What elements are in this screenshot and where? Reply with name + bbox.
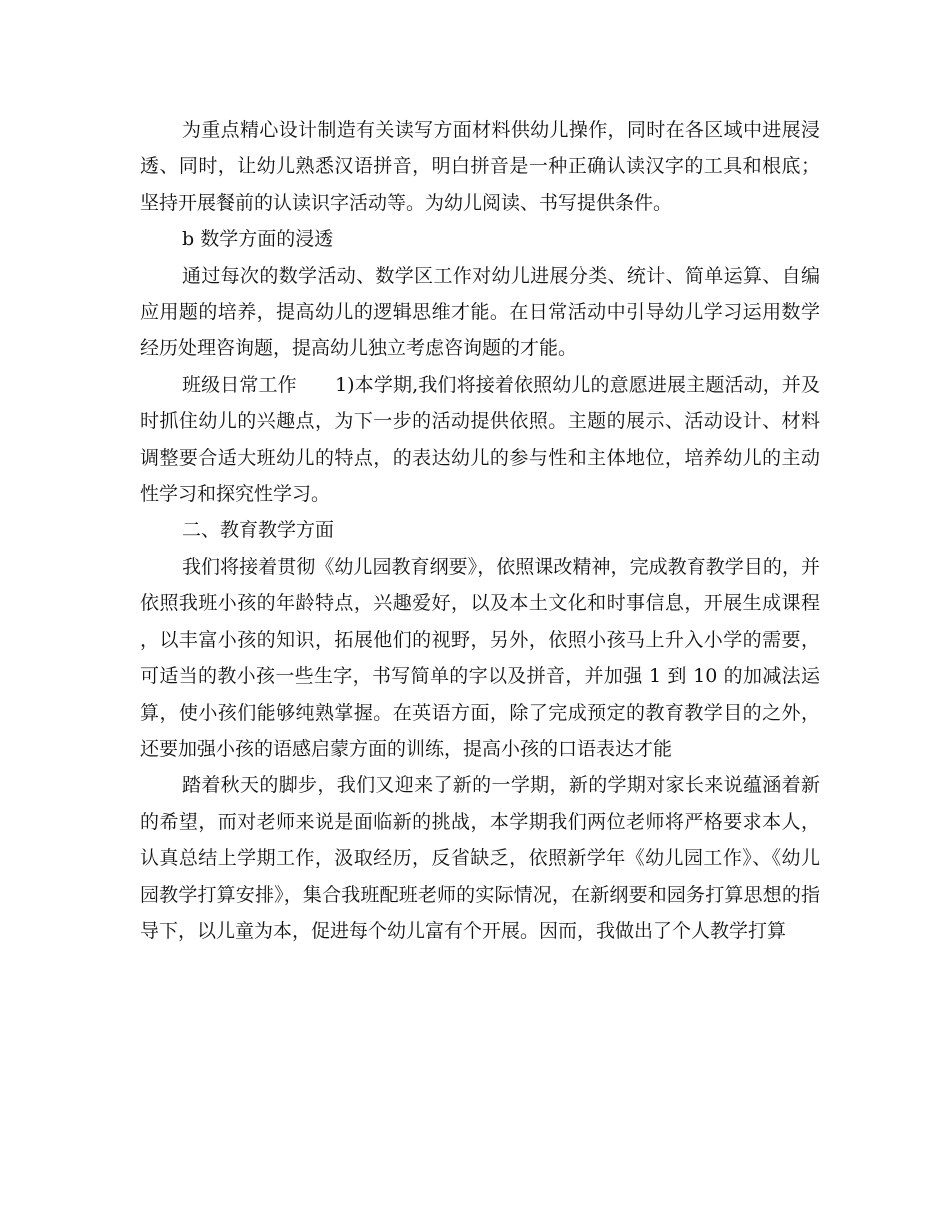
paragraph-class-daily-work: 班级日常工作 1)本学期,我们将接着依照幼儿的意愿进展主题活动，并及时抓住幼儿的兴趣点，为下一步的活动提供依照。主题的展示、活动设计、材料调整要合适大班幼儿的特点，的表达幼儿的参与性和主体地位，培养幼儿的主动性学习和探究性学习。 [140, 373, 820, 506]
section-heading-math: b 数学方面的浸透 [182, 228, 334, 251]
paragraph-reading-writing: 为重点精心设计制造有关读写方面材料供幼儿操作，同时在各区域中进展浸透、同时，让幼儿熟悉汉语拼音，明白拼音是一种正确认读汉字的工具和根底；坚持开展餐前的认读识字活动等。为幼儿阅读、书写提供条件。 [140, 119, 820, 214]
paragraph-education: 我们将接着贯彻《幼儿园教育纲要》，依照课改精神，完成教育教学目的，并依照我班小孩的年龄特点，兴趣爱好，以及本土文化和时事信息，开展生成课程，以丰富小孩的知识，拓展他们的视野，另外，依照小孩马上升入小学的需要，可适当的教小孩一些生字，书写简单的字以及拼音，并加强 1 到 10 的加减法运算，使小孩们能够纯熟掌握。在英语方面，除了完成预定的教育教学目的之外，还要加强小孩的语感启蒙方面的训练，提高小孩的口语表达才能 [140, 555, 820, 760]
paragraph-new-semester: 踏着秋天的脚步，我们又迎来了新的一学期，新的学期对家长来说蕴涵着新的希望，而对老师来说是面临新的挑战，本学期我们两位老师将严格要求本人，认真总结上学期工作，汲取经历，反省缺乏，依照新学年《幼儿园工作》、《幼儿园教学打算安排》，集合我班配班老师的实际情况，在新纲要和园务打算思想的指导下，以儿童为本，促进每个幼儿富有个开展。因而，我做出了个人教学打算 [140, 774, 820, 942]
document-body [140, 112, 820, 949]
paragraph-math: 通过每次的数学活动、数学区工作对幼儿进展分类、统计、简单运算、自编应用题的培养，提高幼儿的逻辑思维才能。在日常活动中引导幼儿学习运用数学经历处理咨询题，提高幼儿独立考虑咨询题的才能。 [140, 264, 820, 360]
section-heading-education: 二、教育教学方面 [182, 519, 335, 542]
